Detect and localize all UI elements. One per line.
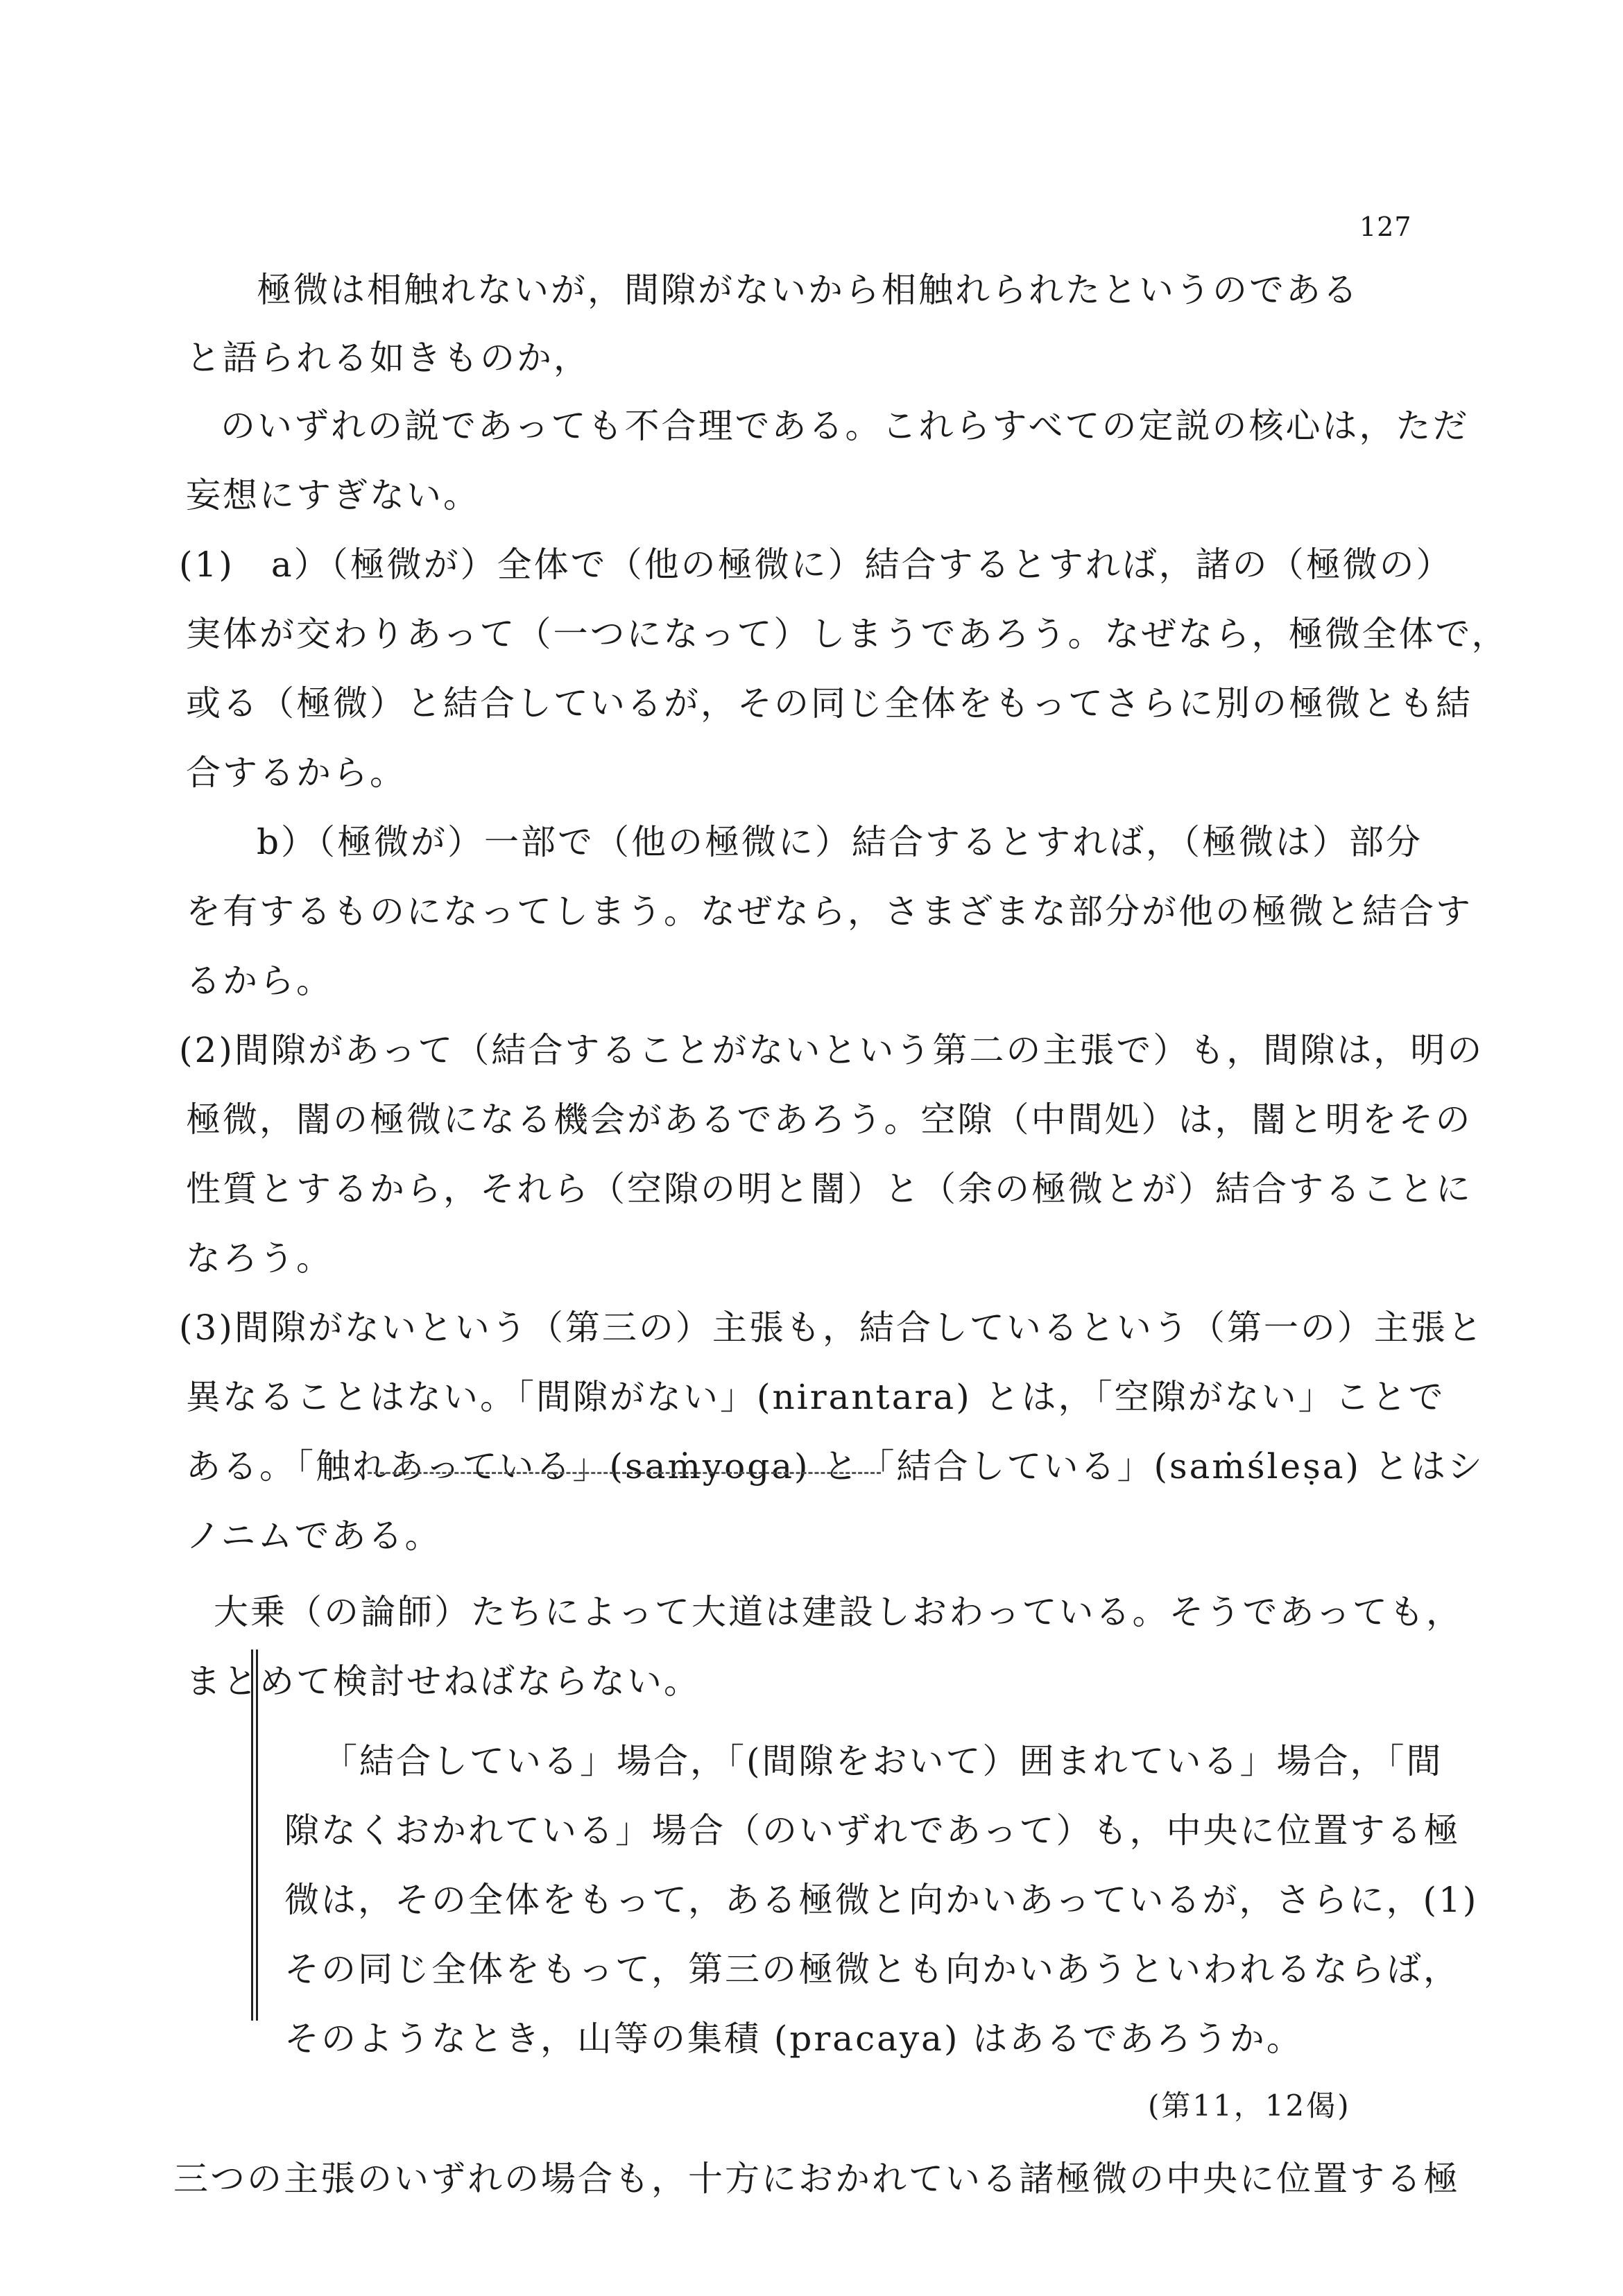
text-line: 性質とするから，それら（空隙の明と闇）と（余の極微とが）結合することに xyxy=(186,1169,1472,1209)
text-line: (1) a）（極微が）全体で（他の極微に）結合するとすれば，諸の（極微の） xyxy=(179,545,1453,585)
text-line: 合するから。 xyxy=(186,753,406,793)
text-line: 妄想にすぎない。 xyxy=(186,475,480,515)
text-line: (3)間隙がないという（第三の）主張も，結合しているという（第一の）主張と xyxy=(179,1308,1484,1348)
text-line: ある。「触れあっている」(saṁyoga) と「結合している」(saṁśleṣa) とはシ xyxy=(186,1446,1484,1487)
text-line: (2)間隙があって（結合することがないという第二の主張で）も，間隙は，明の xyxy=(179,1030,1484,1070)
text-line: を有するものになってしまう。なぜなら，さまざまな部分が他の極微と結合す xyxy=(186,891,1472,932)
text-line: 極微は相触れないが，間隙がないから相触れられたというのである xyxy=(257,270,1359,310)
text-line: るから。 xyxy=(186,961,333,1001)
dashed-rule xyxy=(368,1472,881,1474)
text-line: と語られる如きものか， xyxy=(186,338,590,378)
text-line: ノニムである。 xyxy=(186,1516,442,1556)
text-line: 異なることはない。「間隙がない」(nirantara) とは，「空隙がない」ことで xyxy=(186,1377,1445,1417)
quote-line: 微は，その全体をもって，ある極微と向かいあっているが，さらに，(1) xyxy=(284,1880,1479,1920)
text-line: 実体が交わりあって（一つになって）しまうであろう。なぜなら，極微全体で， xyxy=(186,614,1509,654)
text-line: b）（極微が）一部で（他の極微に）結合するとすれば，（極微は）部分 xyxy=(257,822,1423,862)
text-line: まとめて検討せねばならない。 xyxy=(186,1661,701,1702)
text-line: 或る（極微）と結合しているが，その同じ全体をもってさらに別の極微とも結 xyxy=(186,683,1472,723)
text-line: 三つの主張のいずれの場合も，十方におかれている諸極微の中央に位置する極 xyxy=(173,2159,1460,2199)
text-line: のいずれの説であっても不合理である。これらすべての定説の核心は，ただ xyxy=(221,406,1470,446)
quote-bar xyxy=(251,1650,258,2021)
text-line: 大乗（の論師）たちによって大道は建設しおわっている。そうであっても， xyxy=(214,1592,1463,1632)
verse-reference: (第11，12偈) xyxy=(1148,2089,1351,2123)
quote-line: その同じ全体をもって，第三の極微とも向かいあうといわれるならば， xyxy=(284,1949,1460,1989)
quote-line: そのようなとき，山等の集積 (pracaya) はあるであろうか。 xyxy=(284,2019,1303,2059)
page-number: 127 xyxy=(1359,212,1412,242)
quote-line: 「結合している」場合，「(間隙をおいて）囲まれている」場合，「間 xyxy=(323,1741,1443,1781)
text-line: 極微，闇の極微になる機会があるであろう。空隙（中間処）は，闇と明をその xyxy=(186,1099,1472,1140)
quote-line: 隙なくおかれている」場合（のいずれであって）も，中央に位置する極 xyxy=(284,1810,1461,1851)
text-line: なろう。 xyxy=(186,1238,333,1278)
